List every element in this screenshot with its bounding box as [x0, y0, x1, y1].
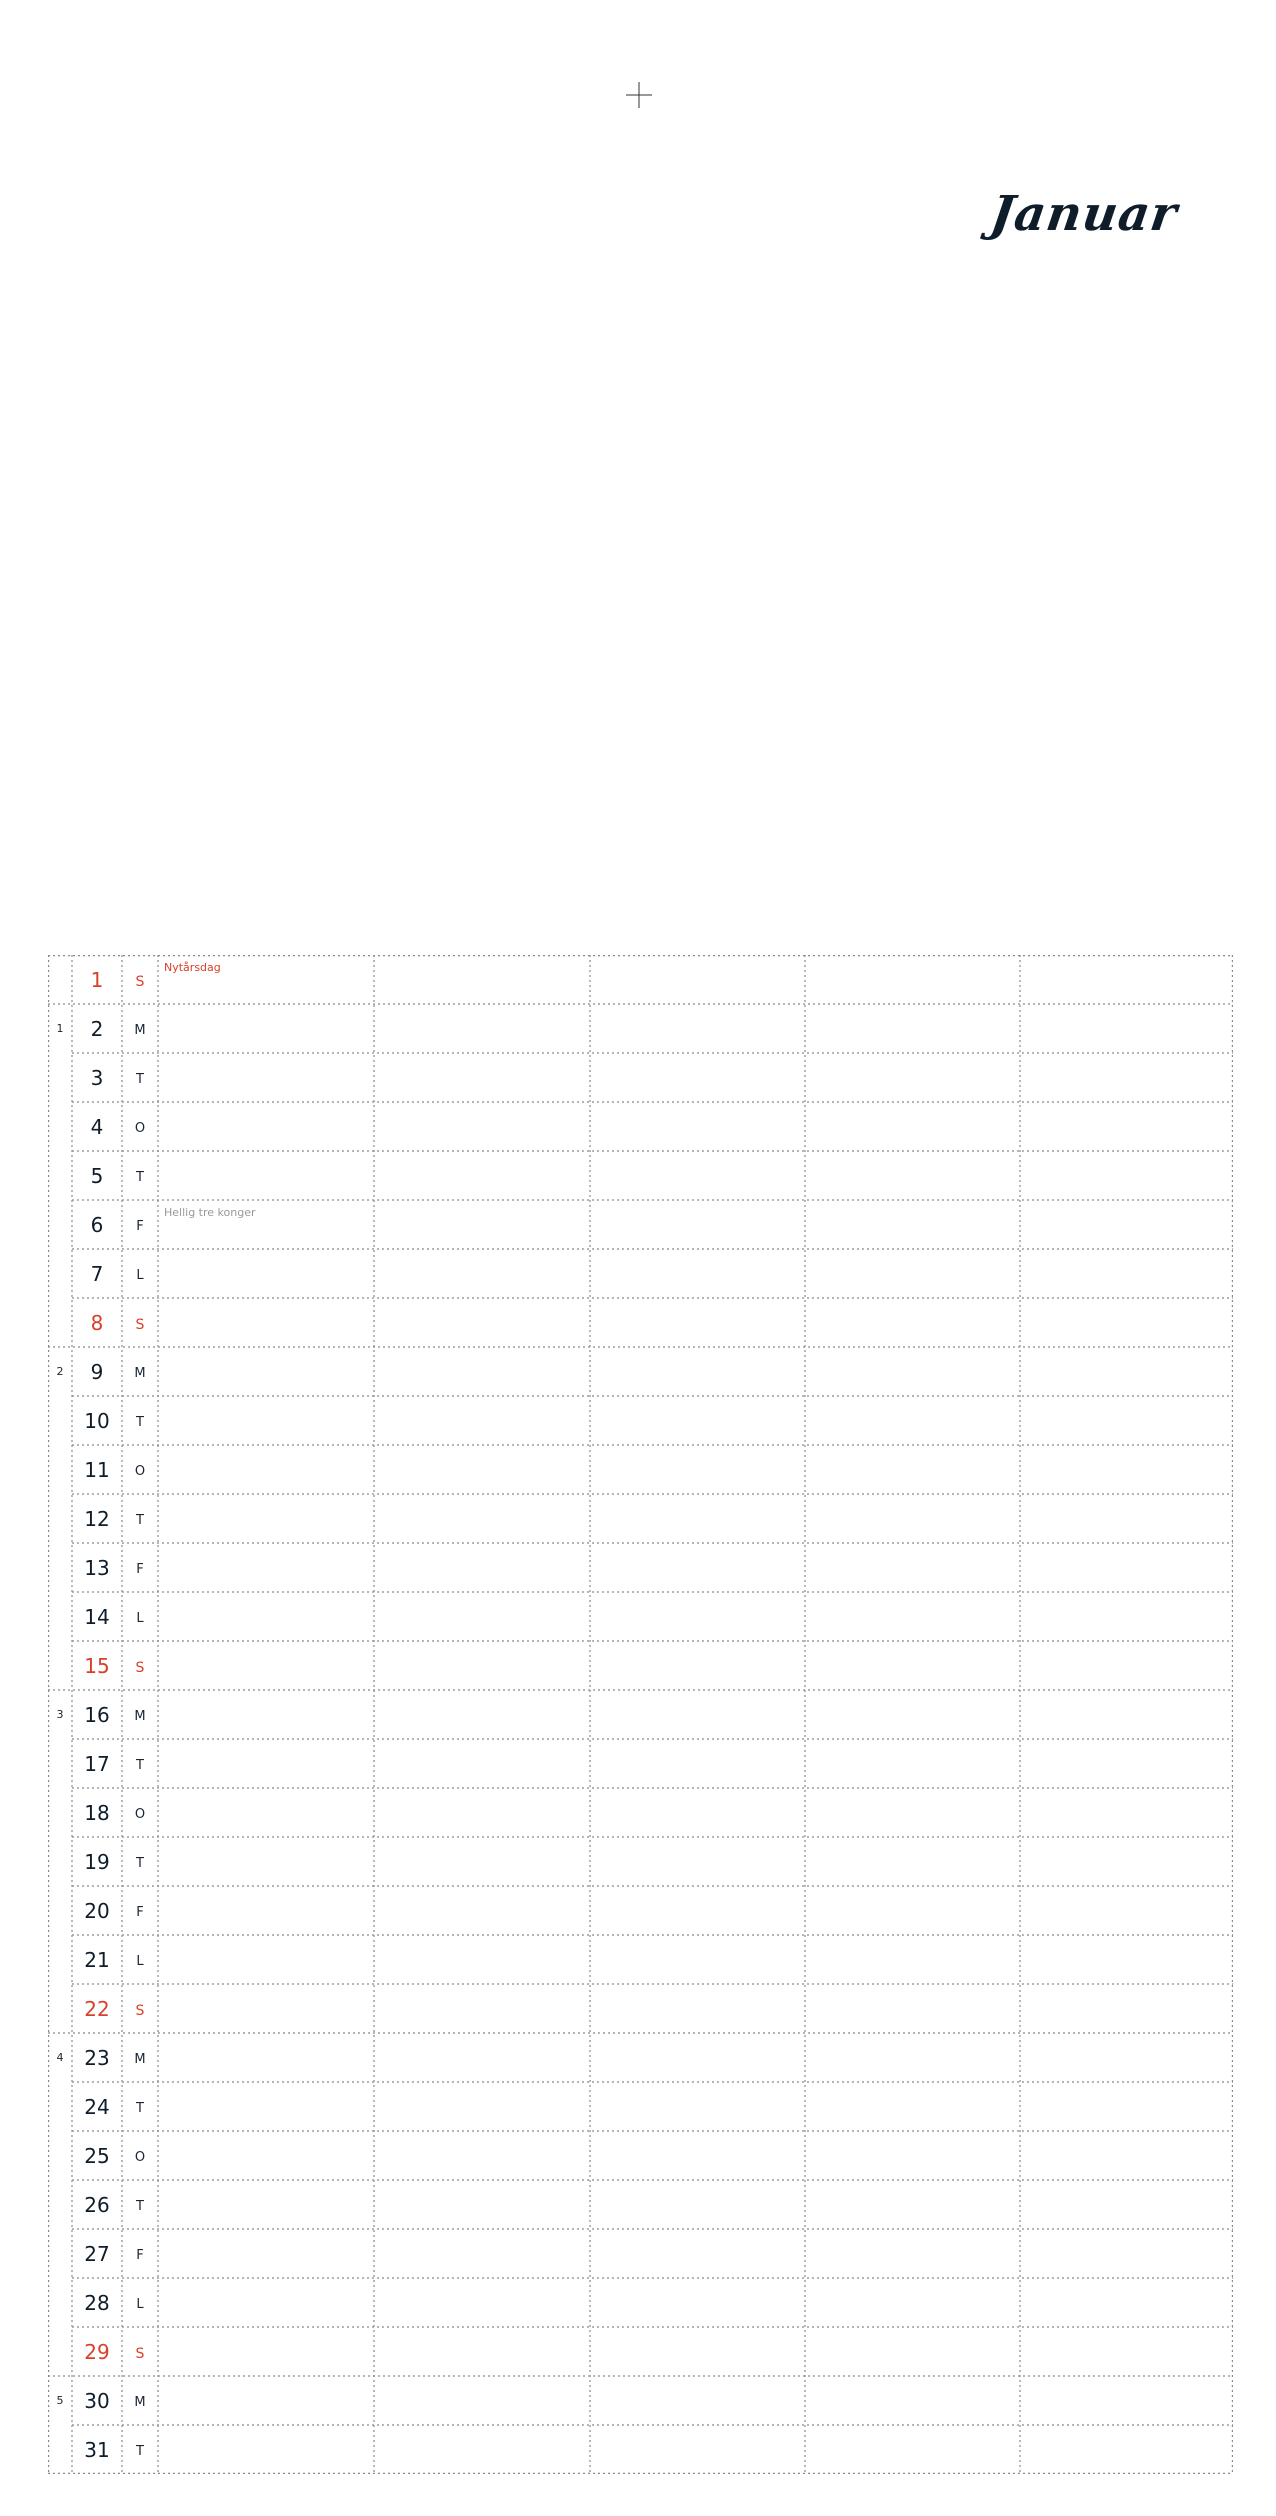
calendar-row — [48, 1592, 1233, 1641]
week-number: 5 — [56, 2394, 64, 2407]
note-cell — [1020, 2180, 1233, 2229]
note-cell — [158, 2180, 374, 2229]
note-cell — [590, 2180, 805, 2229]
note-cell — [374, 1935, 590, 1984]
calendar-row — [48, 2131, 1233, 2180]
note-cell — [158, 955, 374, 1004]
note-cell — [805, 1837, 1020, 1886]
note-cell — [1020, 2082, 1233, 2131]
calendar-row — [48, 1837, 1233, 1886]
calendar-row — [48, 1543, 1233, 1592]
note-cell — [1020, 1984, 1233, 2033]
note-cell — [805, 1102, 1020, 1151]
note-cell — [158, 2425, 374, 2474]
note-cell — [158, 1151, 374, 1200]
note-cell — [374, 1494, 590, 1543]
note-cell — [374, 1690, 590, 1739]
weekday-letter: S — [135, 2345, 145, 2362]
calendar-row — [48, 1053, 1233, 1102]
calendar-row — [48, 2033, 1233, 2082]
note-cell — [158, 1886, 374, 1935]
note-cell — [590, 1298, 805, 1347]
note-cell — [158, 1543, 374, 1592]
day-number: 7 — [90, 1261, 104, 1286]
day-number: 22 — [84, 1996, 110, 2021]
calendar-row — [48, 1984, 1233, 2033]
weekday-letter: L — [136, 1268, 144, 1283]
day-number: 9 — [90, 1359, 104, 1384]
weekday-letter: S — [135, 973, 145, 990]
week-number: 2 — [56, 1365, 64, 1378]
note-cell — [805, 2180, 1020, 2229]
note-cell — [1020, 2376, 1233, 2425]
calendar-row — [48, 955, 1233, 1004]
holiday-label: Nytårsdag — [164, 961, 221, 974]
note-cell — [1020, 2131, 1233, 2180]
calendar-row — [48, 1347, 1233, 1396]
day-number: 24 — [84, 2094, 110, 2119]
note-cell — [374, 1053, 590, 1102]
note-cell — [1020, 1004, 1233, 1053]
note-cell — [158, 2131, 374, 2180]
calendar-row — [48, 1298, 1233, 1347]
note-cell — [805, 2033, 1020, 2082]
note-cell — [374, 1102, 590, 1151]
note-cell — [805, 2425, 1020, 2474]
note-cell — [158, 1396, 374, 1445]
note-cell — [590, 1788, 805, 1837]
calendar-row — [48, 1739, 1233, 1788]
note-cell — [1020, 1788, 1233, 1837]
note-cell — [158, 1494, 374, 1543]
calendar-row — [48, 1445, 1233, 1494]
day-number: 1 — [90, 967, 104, 992]
note-cell — [805, 2229, 1020, 2278]
note-cell — [590, 2229, 805, 2278]
note-cell — [805, 1739, 1020, 1788]
note-cell — [590, 2278, 805, 2327]
note-cell — [158, 2376, 374, 2425]
note-cell — [1020, 1396, 1233, 1445]
note-cell — [590, 1151, 805, 1200]
day-number: 18 — [84, 1800, 110, 1825]
week-number: 1 — [56, 1022, 64, 1035]
note-cell — [1020, 1200, 1233, 1249]
day-number: 28 — [84, 2290, 110, 2315]
calendar-row — [48, 2278, 1233, 2327]
note-cell — [590, 2131, 805, 2180]
note-cell — [1020, 1347, 1233, 1396]
day-number: 6 — [90, 1212, 104, 1237]
note-cell — [590, 1543, 805, 1592]
crop-mark-icon — [626, 82, 652, 108]
note-cell — [1020, 1494, 1233, 1543]
day-number: 4 — [90, 1114, 104, 1139]
note-cell — [805, 1494, 1020, 1543]
weekday-letter: T — [136, 2444, 144, 2459]
note-cell — [805, 1543, 1020, 1592]
note-cell — [1020, 1935, 1233, 1984]
weekday-letter: S — [135, 1316, 145, 1333]
note-cell — [1020, 1151, 1233, 1200]
note-cell — [590, 1445, 805, 1494]
calendar-row — [48, 1004, 1233, 1053]
note-cell — [590, 2033, 805, 2082]
note-cell — [805, 1004, 1020, 1053]
note-cell — [158, 1004, 374, 1053]
note-cell — [158, 2327, 374, 2376]
note-cell — [374, 1298, 590, 1347]
note-cell — [158, 1690, 374, 1739]
note-cell — [805, 1445, 1020, 1494]
weekday-letter: O — [134, 1121, 146, 1136]
note-cell — [590, 1935, 805, 1984]
note-cell — [158, 1837, 374, 1886]
note-cell — [590, 1690, 805, 1739]
day-number: 19 — [84, 1849, 110, 1874]
note-cell — [805, 2131, 1020, 2180]
month-title: Januar — [987, 186, 1181, 242]
note-cell — [158, 1739, 374, 1788]
calendar-row — [48, 1641, 1233, 1690]
note-cell — [158, 1347, 374, 1396]
note-cell — [590, 1053, 805, 1102]
note-cell — [374, 1249, 590, 1298]
note-cell — [805, 1151, 1020, 1200]
note-cell — [374, 1004, 590, 1053]
note-cell — [805, 1641, 1020, 1690]
note-cell — [374, 1641, 590, 1690]
note-cell — [590, 1200, 805, 1249]
note-cell — [158, 1641, 374, 1690]
note-cell — [590, 1249, 805, 1298]
note-cell — [1020, 2278, 1233, 2327]
note-cell — [805, 1592, 1020, 1641]
note-cell — [374, 2425, 590, 2474]
note-cell — [805, 1347, 1020, 1396]
day-number: 16 — [84, 1702, 110, 1727]
day-number: 23 — [84, 2045, 110, 2070]
note-cell — [805, 1298, 1020, 1347]
note-cell — [1020, 1543, 1233, 1592]
note-cell — [805, 1396, 1020, 1445]
note-cell — [374, 1592, 590, 1641]
weekday-letter: T — [136, 1415, 144, 1430]
calendar-row — [48, 2425, 1233, 2474]
note-cell — [374, 2278, 590, 2327]
calendar-row — [48, 2376, 1233, 2425]
weekday-letter: T — [136, 1758, 144, 1773]
note-cell — [805, 2082, 1020, 2131]
note-cell — [590, 1347, 805, 1396]
weekday-letter: S — [135, 1659, 145, 1676]
weekday-letter: L — [136, 1611, 144, 1626]
day-number: 15 — [84, 1653, 110, 1678]
week-number: 4 — [56, 2051, 64, 2064]
note-cell — [805, 2327, 1020, 2376]
note-cell — [158, 1200, 374, 1249]
weekday-letter: F — [136, 1219, 144, 1234]
note-cell — [158, 1053, 374, 1102]
weekday-letter: T — [136, 1072, 144, 1087]
note-cell — [158, 1445, 374, 1494]
note-cell — [805, 1886, 1020, 1935]
note-cell — [805, 1935, 1020, 1984]
weekday-letter: F — [136, 1905, 144, 1920]
note-cell — [374, 1886, 590, 1935]
day-number: 10 — [84, 1408, 110, 1433]
calendar-row — [48, 2082, 1233, 2131]
calendar-row — [48, 1690, 1233, 1739]
note-cell — [590, 1004, 805, 1053]
weekday-letter: F — [136, 1562, 144, 1577]
note-cell — [374, 1543, 590, 1592]
note-cell — [1020, 1053, 1233, 1102]
day-number: 21 — [84, 1947, 110, 1972]
note-cell — [374, 2180, 590, 2229]
note-cell — [805, 2376, 1020, 2425]
calendar-row — [48, 2229, 1233, 2278]
note-cell — [158, 1935, 374, 1984]
note-cell — [158, 1984, 374, 2033]
note-cell — [1020, 1886, 1233, 1935]
day-number: 29 — [84, 2339, 110, 2364]
calendar-row — [48, 1788, 1233, 1837]
note-cell — [1020, 955, 1233, 1004]
holiday-label: Hellig tre konger — [164, 1206, 256, 1219]
day-number: 13 — [84, 1555, 110, 1580]
weekday-letter: M — [134, 1023, 146, 1038]
note-cell — [374, 2327, 590, 2376]
note-cell — [1020, 2229, 1233, 2278]
day-number: 20 — [84, 1898, 110, 1923]
note-cell — [158, 1592, 374, 1641]
weekday-letter: O — [134, 1807, 146, 1822]
note-cell — [1020, 1102, 1233, 1151]
note-cell — [1020, 1592, 1233, 1641]
note-cell — [590, 1592, 805, 1641]
note-cell — [805, 2278, 1020, 2327]
day-number: 8 — [90, 1310, 104, 1335]
note-cell — [590, 955, 805, 1004]
weekday-letter: L — [136, 1954, 144, 1969]
weekday-letter: T — [136, 2199, 144, 2214]
weekday-letter: O — [134, 1464, 146, 1479]
day-number: 26 — [84, 2192, 110, 2217]
note-cell — [805, 1053, 1020, 1102]
note-cell — [374, 1984, 590, 2033]
note-cell — [158, 2033, 374, 2082]
calendar-row — [48, 1102, 1233, 1151]
note-cell — [158, 1788, 374, 1837]
note-cell — [1020, 1298, 1233, 1347]
note-cell — [158, 2229, 374, 2278]
day-number: 2 — [90, 1016, 104, 1041]
note-cell — [590, 2082, 805, 2131]
calendar-row — [48, 1886, 1233, 1935]
note-cell — [374, 1445, 590, 1494]
note-cell — [1020, 1690, 1233, 1739]
note-cell — [374, 2131, 590, 2180]
note-cell — [374, 2376, 590, 2425]
note-cell — [805, 955, 1020, 1004]
weekday-letter: M — [134, 1709, 146, 1724]
note-cell — [374, 1200, 590, 1249]
week-number: 3 — [56, 1708, 64, 1721]
note-cell — [590, 2425, 805, 2474]
note-cell — [1020, 1641, 1233, 1690]
calendar-row — [48, 2180, 1233, 2229]
note-cell — [158, 2082, 374, 2131]
note-cell — [590, 1739, 805, 1788]
note-cell — [805, 1788, 1020, 1837]
note-cell — [374, 2082, 590, 2131]
calendar-row — [48, 1151, 1233, 1200]
weekday-letter: T — [136, 1856, 144, 1871]
calendar-row — [48, 2327, 1233, 2376]
note-cell — [590, 1396, 805, 1445]
weekday-letter: M — [134, 2052, 146, 2067]
calendar-row — [48, 1396, 1233, 1445]
day-number: 25 — [84, 2143, 110, 2168]
note-cell — [374, 1347, 590, 1396]
note-cell — [1020, 1249, 1233, 1298]
note-cell — [374, 955, 590, 1004]
note-cell — [590, 2376, 805, 2425]
day-number: 14 — [84, 1604, 110, 1629]
calendar-row — [48, 1935, 1233, 1984]
note-cell — [590, 1641, 805, 1690]
note-cell — [374, 2229, 590, 2278]
weekday-letter: M — [134, 1366, 146, 1381]
weekday-letter: T — [136, 1170, 144, 1185]
weekday-letter: F — [136, 2248, 144, 2263]
day-number: 31 — [84, 2437, 110, 2462]
day-number: 27 — [84, 2241, 110, 2266]
calendar-row — [48, 1249, 1233, 1298]
note-cell — [374, 1396, 590, 1445]
day-number: 30 — [84, 2388, 110, 2413]
calendar-grid — [48, 955, 1233, 2474]
note-cell — [158, 2278, 374, 2327]
note-cell — [1020, 1445, 1233, 1494]
day-number: 12 — [84, 1506, 110, 1531]
note-cell — [590, 1984, 805, 2033]
note-cell — [1020, 1739, 1233, 1788]
note-cell — [158, 1249, 374, 1298]
calendar-row — [48, 1494, 1233, 1543]
note-cell — [805, 1249, 1020, 1298]
note-cell — [374, 2033, 590, 2082]
weekday-letter: T — [136, 2101, 144, 2116]
day-number: 11 — [84, 1457, 110, 1482]
note-cell — [590, 1494, 805, 1543]
note-cell — [590, 1886, 805, 1935]
note-cell — [805, 1200, 1020, 1249]
day-number: 3 — [90, 1065, 104, 1090]
weekday-letter: O — [134, 2150, 146, 2165]
note-cell — [805, 1690, 1020, 1739]
note-cell — [158, 1102, 374, 1151]
note-cell — [1020, 1837, 1233, 1886]
note-cell — [1020, 2033, 1233, 2082]
note-cell — [590, 2327, 805, 2376]
note-cell — [374, 1788, 590, 1837]
day-number: 5 — [90, 1163, 104, 1188]
weekday-letter: L — [136, 2297, 144, 2312]
calendar-row — [48, 1200, 1233, 1249]
note-cell — [805, 1984, 1020, 2033]
note-cell — [374, 1151, 590, 1200]
note-cell — [158, 1298, 374, 1347]
note-cell — [590, 1837, 805, 1886]
note-cell — [1020, 2425, 1233, 2474]
weekday-letter: M — [134, 2395, 146, 2410]
weekday-letter: S — [135, 2002, 145, 2019]
weekday-letter: T — [136, 1513, 144, 1528]
day-number: 17 — [84, 1751, 110, 1776]
note-cell — [374, 1739, 590, 1788]
note-cell — [1020, 2327, 1233, 2376]
note-cell — [374, 1837, 590, 1886]
note-cell — [590, 1102, 805, 1151]
